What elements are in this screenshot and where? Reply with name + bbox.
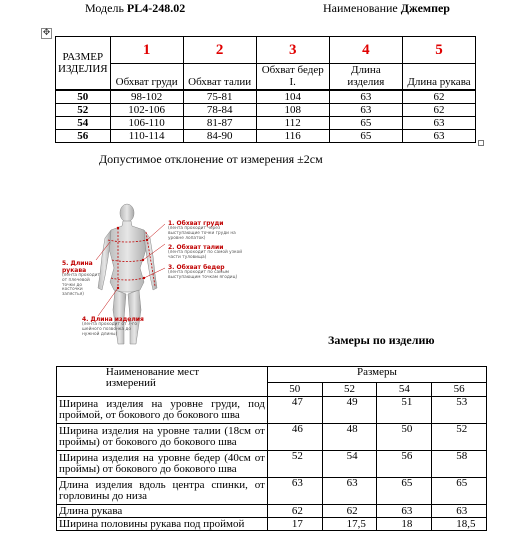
measure-value: 63 xyxy=(267,478,322,505)
measure-row-label: Ширина изделия на уровне бедер (40см от проймы) от бокового до бокового шва xyxy=(57,451,268,478)
value-cell: 63 xyxy=(403,130,476,143)
value-cell: 98-102 xyxy=(110,90,183,104)
value-cell: 106-110 xyxy=(110,117,183,130)
table-resize-handle[interactable] xyxy=(478,140,484,146)
value-cell: 102-106 xyxy=(110,104,183,117)
column-number-4: 4 xyxy=(329,37,402,64)
callout-sleeve-note: (лента проходит от плечевой точки до косточки запястья) xyxy=(62,273,100,298)
model-header xyxy=(85,1,185,16)
measure-row-label: Ширина изделия на уровне груди, под проймой, от бокового до бокового шва xyxy=(57,397,268,424)
table-move-handle-icon[interactable]: ✥ xyxy=(42,28,51,38)
column-label-waist: Обхват талии xyxy=(183,64,256,91)
value-cell: 112 xyxy=(256,117,329,130)
callout-hips xyxy=(168,264,248,281)
measure-value: 65 xyxy=(432,478,487,505)
value-cell: 62 xyxy=(403,104,476,117)
garment-measurements-table xyxy=(56,366,487,531)
product-name-header xyxy=(323,1,450,16)
callout-length-title: 4. Длина изделия xyxy=(82,316,144,323)
size-header-54: 54 xyxy=(377,382,432,396)
size-corner-header xyxy=(56,37,111,91)
size-cell: 50 xyxy=(56,90,111,104)
table-row xyxy=(57,424,487,451)
measure-value: 47 xyxy=(267,397,322,424)
product-name-value: Джемпер xyxy=(400,1,450,15)
callout-waist xyxy=(168,244,248,261)
table-row xyxy=(57,451,487,478)
measure-value: 46 xyxy=(267,424,322,451)
product-name-label: Наименование xyxy=(323,1,398,15)
measure-value: 62 xyxy=(322,505,377,518)
callout-sleeve xyxy=(62,260,102,298)
measure-value: 48 xyxy=(322,424,377,451)
measure-value: 52 xyxy=(267,451,322,478)
size-corner-label-2: ИЗДЕЛИЯ xyxy=(58,63,108,75)
callout-chest-title: 1. Обхват груди xyxy=(168,220,224,227)
callout-chest-note: (лента проходит через выступающие точки груди на уровне лопаток) xyxy=(168,226,236,241)
tolerance-note: Допустимое отклонение от измерения ±2см xyxy=(99,152,323,166)
size-header-52: 52 xyxy=(322,382,377,396)
measure-value: 63 xyxy=(322,478,377,505)
measure-value: 65 xyxy=(377,478,432,505)
measure-value: 52 xyxy=(432,424,487,451)
sizes-header: Размеры xyxy=(267,367,486,383)
size-cell: 56 xyxy=(56,130,111,143)
table-row xyxy=(57,397,487,424)
callout-waist-note: (лента проходит по самой узкой части туловища) xyxy=(168,250,243,260)
measure-value: 62 xyxy=(267,505,322,518)
table-row xyxy=(57,478,487,505)
measure-value: 63 xyxy=(432,505,487,518)
column-number-2: 2 xyxy=(183,37,256,64)
value-cell: 108 xyxy=(256,104,329,117)
measure-value: 53 xyxy=(432,397,487,424)
value-cell: 62 xyxy=(403,90,476,104)
measure-value: 51 xyxy=(377,397,432,424)
column-label-length: Длина изделия xyxy=(329,64,402,91)
column-number-1: 1 xyxy=(110,37,183,64)
measure-value: 18 xyxy=(377,518,432,531)
measure-value: 54 xyxy=(322,451,377,478)
measure-name-header xyxy=(57,367,268,397)
measure-row-label: Длина рукава xyxy=(57,505,268,518)
value-cell: 63 xyxy=(329,90,402,104)
table-row xyxy=(56,117,476,130)
size-header-50: 50 xyxy=(267,382,322,396)
value-cell: 65 xyxy=(329,130,402,143)
measure-value: 49 xyxy=(322,397,377,424)
measurements-title: Замеры по изделию xyxy=(328,333,435,347)
column-number-3: 3 xyxy=(256,37,329,64)
callout-length xyxy=(82,316,144,337)
column-label-hips: Обхват бедер I. xyxy=(256,64,329,91)
table-row xyxy=(57,518,487,531)
size-chart-table xyxy=(55,36,476,143)
callout-sleeve-title: 5. Длина рукава xyxy=(62,260,93,274)
measure-name-header-label: Наименование мест измерений xyxy=(105,366,200,389)
size-header-56: 56 xyxy=(432,382,487,396)
measure-value: 56 xyxy=(377,451,432,478)
table-row xyxy=(56,90,476,104)
measure-value: 63 xyxy=(377,505,432,518)
measure-value: 50 xyxy=(377,424,432,451)
table-row xyxy=(57,505,487,518)
callout-hips-note: (лента проходит по самым выступающим точкам ягодиц) xyxy=(168,270,238,280)
measure-value: 17 xyxy=(267,518,322,531)
callout-hips-title: 3. Обхват бедер xyxy=(168,264,225,271)
model-label: Модель xyxy=(85,1,124,15)
callout-waist-title: 2. Обхват талии xyxy=(168,244,224,251)
column-number-5: 5 xyxy=(403,37,476,64)
column-label-sleeve: Длина рукава xyxy=(403,64,476,91)
value-cell: 84-90 xyxy=(183,130,256,143)
value-cell: 104 xyxy=(256,90,329,104)
callout-chest xyxy=(168,220,248,241)
value-cell: 75-81 xyxy=(183,90,256,104)
measure-row-label: Длина изделия вдоль центра спинки, от горловины до низа xyxy=(57,478,268,505)
measurement-figure xyxy=(60,198,250,348)
measure-value: 18,5 xyxy=(432,518,487,531)
size-corner-label-1: РАЗМЕР xyxy=(62,51,104,63)
model-code: PL4-248.02 xyxy=(126,1,186,15)
value-cell: 63 xyxy=(329,104,402,117)
value-cell: 116 xyxy=(256,130,329,143)
column-label-chest: Обхват груди xyxy=(110,64,183,91)
value-cell: 78-84 xyxy=(183,104,256,117)
measure-value: 17,5 xyxy=(322,518,377,531)
value-cell: 81-87 xyxy=(183,117,256,130)
measure-value: 58 xyxy=(432,451,487,478)
size-cell: 54 xyxy=(56,117,111,130)
table-row xyxy=(56,130,476,143)
value-cell: 65 xyxy=(329,117,402,130)
value-cell: 110-114 xyxy=(110,130,183,143)
callout-length-note: (лента проходит от 7-го шейного позвонка до нужной длины) xyxy=(82,322,138,337)
table-row xyxy=(56,104,476,117)
measure-row-label: Ширина изделия на уровне талии (18см от проймы) от бокового до бокового шва xyxy=(57,424,268,451)
value-cell: 63 xyxy=(403,117,476,130)
size-cell: 52 xyxy=(56,104,111,117)
measure-row-label: Ширина половины рукава под проймой xyxy=(57,518,268,531)
